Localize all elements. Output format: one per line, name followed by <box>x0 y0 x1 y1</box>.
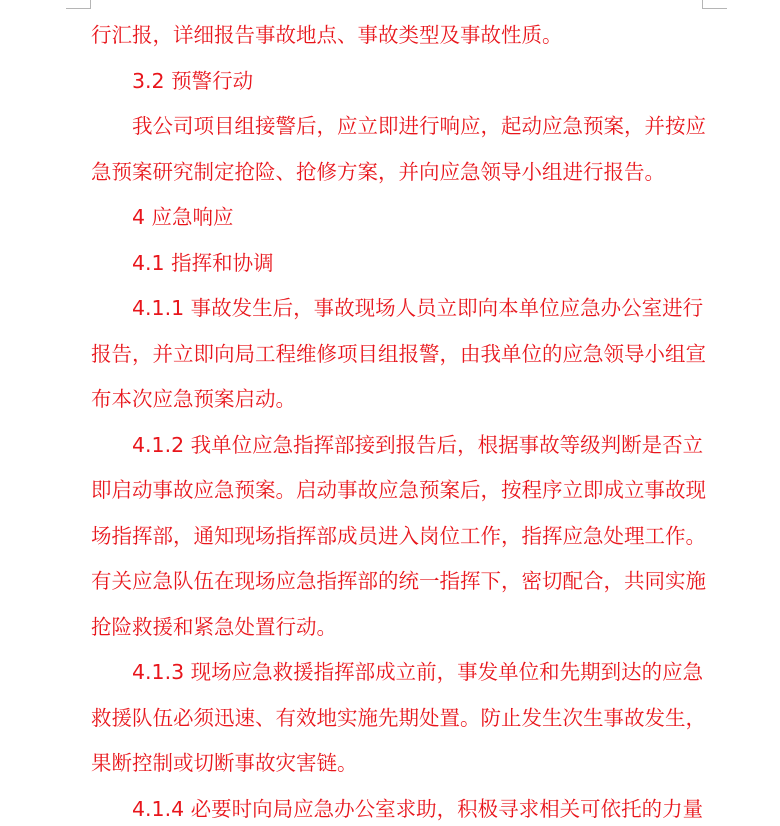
text-line: 报告，并立即向局工程维修项目组报警，由我单位的应急领导小组宣 <box>91 341 706 366</box>
text-line: 4.1.1 事故发生后，事故现场人员立即向本单位应急办公室进行 <box>132 296 704 320</box>
text-line: 有关应急队伍在现场应急指挥部的统一指挥下，密切配合，共同实施 <box>91 569 706 593</box>
text-line: 我公司项目组接警后，应立即进行响应，起动应急预案，并按应 <box>132 114 706 138</box>
document-body <box>91 13 706 826</box>
section-heading: 3.2 预警行动 <box>132 68 254 93</box>
section-heading: 4 应急响应 <box>132 205 234 229</box>
text-line: 即启动事故应急预案。启动事故应急预案后，按程序立即成立事故现 <box>91 478 706 502</box>
text-line: 4.1.4 必要时向局应急办公室求助，积极寻求相关可依托的力量 <box>132 796 704 821</box>
crop-mark-top-right <box>702 0 727 9</box>
text-line: 抢险救援和紧急处置行动。 <box>91 614 337 639</box>
text-line: 场指挥部，通知现场指挥部成员进入岗位工作，指挥应急处理工作。 <box>91 523 706 548</box>
text-line: 布本次应急预案启动。 <box>91 387 296 411</box>
text-line: 急预案研究制定抢险、抢修方案，并向应急领导小组进行报告。 <box>91 159 665 184</box>
crop-mark-top-left <box>66 0 91 9</box>
text-line: 4.1.2 我单位应急指挥部接到报告后，根据事故等级判断是否立 <box>132 432 704 457</box>
section-heading: 4.1 指挥和协调 <box>132 250 274 275</box>
text-line: 4.1.3 现场应急救援指挥部成立前，事发单位和先期到达的应急 <box>132 660 704 684</box>
text-line: 行汇报，详细报告事故地点、事故类型及事故性质。 <box>91 23 563 47</box>
text-line: 果断控制或切断事故灾害链。 <box>91 751 358 775</box>
text-line: 救援队伍必须迅速、有效地实施先期处置。防止发生次生事故发生， <box>91 705 706 730</box>
